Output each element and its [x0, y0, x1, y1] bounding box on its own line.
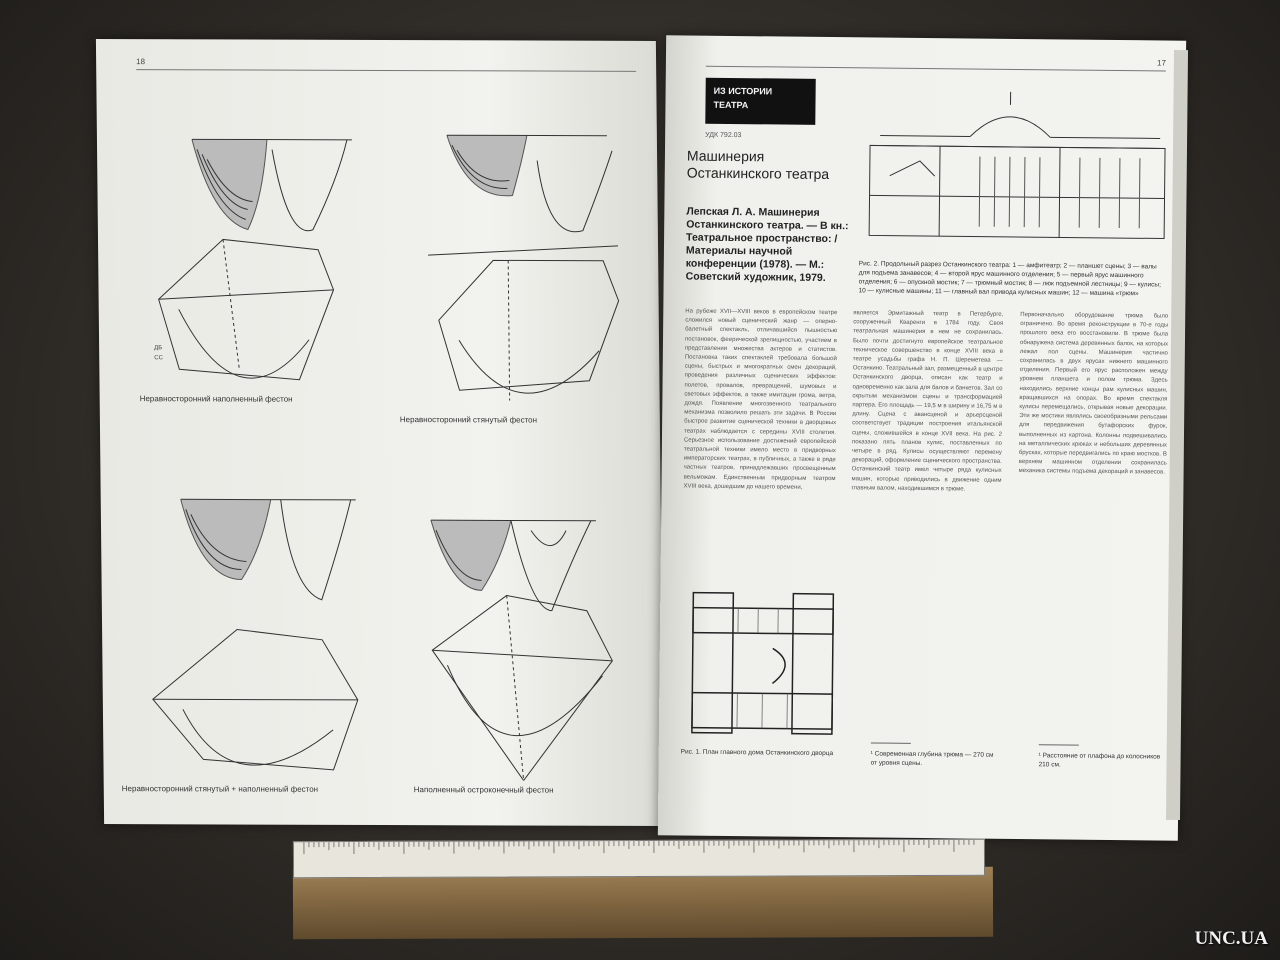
- caption-festoon-4: Наполненный остроконечный фестон: [413, 785, 554, 795]
- right-header-rule: [706, 66, 1166, 72]
- festoon-drawing-2: [387, 110, 650, 411]
- rubric-line-2: ТЕАТРА: [713, 99, 749, 111]
- ruler-scale: [293, 839, 985, 878]
- watermark: UNC.UA: [1194, 928, 1268, 949]
- footnote-2: ¹ Расстояние от плафона до колосников 210 см.: [1038, 752, 1161, 769]
- text-column-1: На рубеже XVII—XVIII веков в европейском театре сложился новый сценический жанр — оперно-балетный спектакль, отличавшийся пышностью постановок, феерической зрелищностью, участием в представлении множества актеров и статистов. Постановка таких спектаклей требовала большой сцены, быстрых и многократных смен декораций, проведения различных сценических эффектов: полетов, провалов, превращений, шумовых и световых эффектов, а также имитации грома, ветра, дождя. Появление многозвенного театрального механизма позволило решать эти задачи. В России быстрое развитие сценической техники в дворцовых театрах наблюдается с середины XVIII столетия. Серьезное использование достижений европейской театральной техники имело место в придворных императорских театрах, в публичных, а также в ряде частных театров, принадлежавших просвещенным вельможам. Единственным придворным театром XVIII века, дошедшим до нашего времени,: [683, 308, 838, 491]
- rubric-line-1: ИЗ ИСТОРИИ: [713, 85, 773, 97]
- caption-festoon-3: Неравносторонний стянутый + наполненный фестон: [121, 784, 319, 794]
- palace-plan-drawing: [687, 588, 839, 740]
- festoon-drawing-1: [137, 109, 390, 390]
- theatre-section-drawing: [859, 85, 1171, 258]
- bibliographic-reference: Лепская Л. А. Машинерия Останкинского театра. — В кн.: Театральное пространство: / Материалы научной конференции (1978). — М.: Советский художник, 1979.: [685, 205, 849, 284]
- figure-2-caption: Рис. 2. Продольный разрез Останкинского театра: 1 — амфитеатр; 2 — планшет сцены; 3 — валы для подъема занавесов; 4 — второй ярус машинного отделения; 5 — первый ярус машинного отделения; 6 — опускной мостик; 7 — трюмный мостик; 8 — люк подъемной лестницы; 9 — кулисы; 10 — кулисные машины; 11 — главный вал привода кулисных машин; 12 — машина «трюм»: [858, 260, 1161, 298]
- text-column-3: Первоначально оборудование трюма было ограничено. Во время реконструкции в 70-е годы прошлого века его восстановили. В трюме была обнаружена система деревянных балок, на которых лежал пол сцены. Машинерия частично сохранилась в двух ярусах нижнего машинного отделения. Первый его ярус расположен между уровнем планшета и полом трюма. Здесь находились верхние концы рам кулисных машин, вращавшихся на опорах. Во время спектакля кулисы перемещались, открывая новые декорации. Эти же мостики являлись своеобразными рельсами для передвижения бутафорских фурок, выполненных из картона. Колонны подвешивались на металлических крюках и небольших деревянных брусках, которые передвигались по краю мостков. В верхнем машинном отделении сохранилась механика системы подъема декораций и занавесов.: [1018, 312, 1169, 476]
- svg-text:ДБ: ДБ: [154, 345, 163, 352]
- rubric-box: [705, 78, 815, 125]
- caption-festoon-1: Неравносторонний наполненный фестон: [139, 394, 293, 404]
- festoon-drawing-3: [140, 469, 403, 780]
- footnote-rule-2: [1039, 744, 1079, 745]
- text-column-2: является Эрмитажный театр в Петербурге, сооруженный Кваренги в 1784 году. Своя театральная машинерия в нем не сохранилась. Было почти достигнуто европейское театральное техническое совершенство в конце XVIII века в театре усадьбы графа Н. П. Шереметева — Останкино. Театральный зал, размещенный в центре Останкинского дворца, описан как театр и одновременно как зала для балов и банкетов. Зал со скрытым механизмом сцены и трансформацией партера. Его площадь — 19,5 м в ширину и 16,75 м в длину. Сцена с авансценой и арьерсценой соответствует традиции построения итальянской сцены, сложившейся в конце XVII века. На рис. 2 показано пять планов кулис, поставленных по четыре в ряд. Кулисы осуществляют перемену декораций, оформление сценического пространства. Останкинский театр имел четыре ряда кулисных машин, которые приводились в движение одним главным валом, находившимся в трюме.: [851, 310, 1004, 493]
- festoon-drawing-4: [391, 500, 654, 781]
- svg-text:СС: СС: [154, 355, 163, 362]
- caption-festoon-2: Неравносторонний стянутый фестон: [399, 415, 538, 425]
- right-folio: 17: [1156, 58, 1166, 68]
- footnote-rule-1: [871, 742, 911, 743]
- udk-code: УДК 792.03: [705, 131, 742, 140]
- article-title: Машинерия Останкинского театра: [686, 147, 830, 183]
- figure-1-caption: Рис. 1. План главного дома Останкинского дворца: [680, 748, 834, 758]
- left-page: [96, 39, 664, 826]
- right-page: [658, 35, 1186, 840]
- left-header-rule: [136, 69, 636, 72]
- footnote-1: ¹ Современная глубина трюма — 270 см от уровня сцены.: [870, 750, 994, 768]
- left-folio: 18: [136, 57, 146, 67]
